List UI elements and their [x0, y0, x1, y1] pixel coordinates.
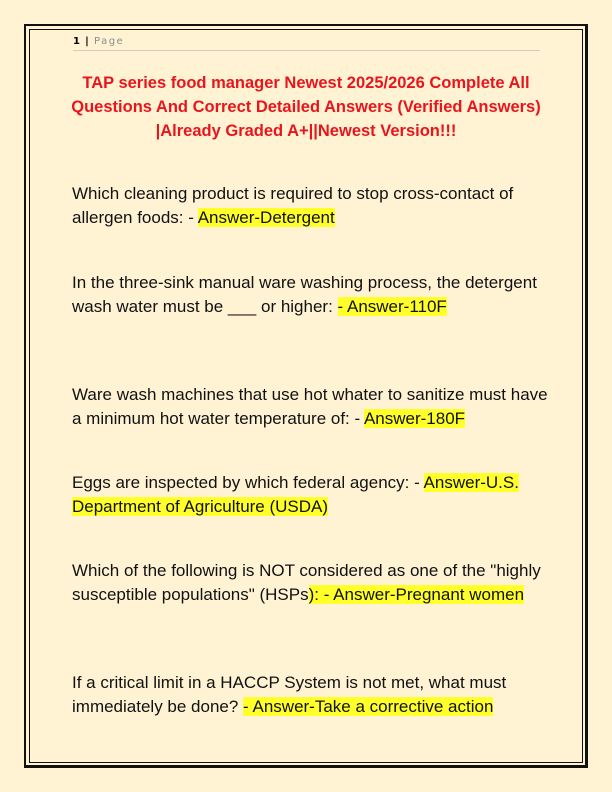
qa-item [72, 271, 552, 319]
answer-highlight: - Answer-110F [337, 297, 447, 316]
page-label: Page [94, 36, 125, 47]
document-title: TAP series food manager Newest 2025/2026 Complete All Questions And Correct Detailed Answers (Verified Answers) |Already Graded A+||Newest Version!!! [71, 74, 541, 140]
answer-highlight: - Answer-Take a corrective action [243, 697, 494, 716]
answer-highlight: ): - Answer-Pregnant women [308, 585, 525, 604]
answer-highlight: Answer-180F [363, 409, 466, 428]
qa-item [72, 471, 552, 519]
page-separator: | [85, 36, 89, 47]
qa-item [72, 671, 552, 719]
question-text: Which of the following is NOT considered as one of the "highly susceptible populations" (HSPs [72, 561, 541, 604]
qa-item [72, 182, 552, 230]
answer-highlight: Answer-Detergent [197, 208, 335, 227]
qa-item [72, 559, 552, 607]
qa-item [72, 383, 552, 431]
answer-highlight: Answer-U.S. Department of Agriculture (USDA) [72, 473, 519, 516]
page-number: 1 [73, 36, 80, 47]
question-text: In the three-sink manual ware washing process, the detergent wash water must be ___ or higher: [72, 273, 537, 316]
question-text: Ware wash machines that use hot whater to sanitize must have a minimum hot water temperature of: - [72, 385, 548, 428]
question-text: Eggs are inspected by which federal agency: - [72, 473, 424, 492]
question-text: If a critical limit in a HACCP System is not met, what must immediately be done? [72, 673, 507, 716]
page-header [73, 36, 540, 51]
question-text: Which cleaning product is required to stop cross-contact of allergen foods: - [72, 184, 514, 227]
